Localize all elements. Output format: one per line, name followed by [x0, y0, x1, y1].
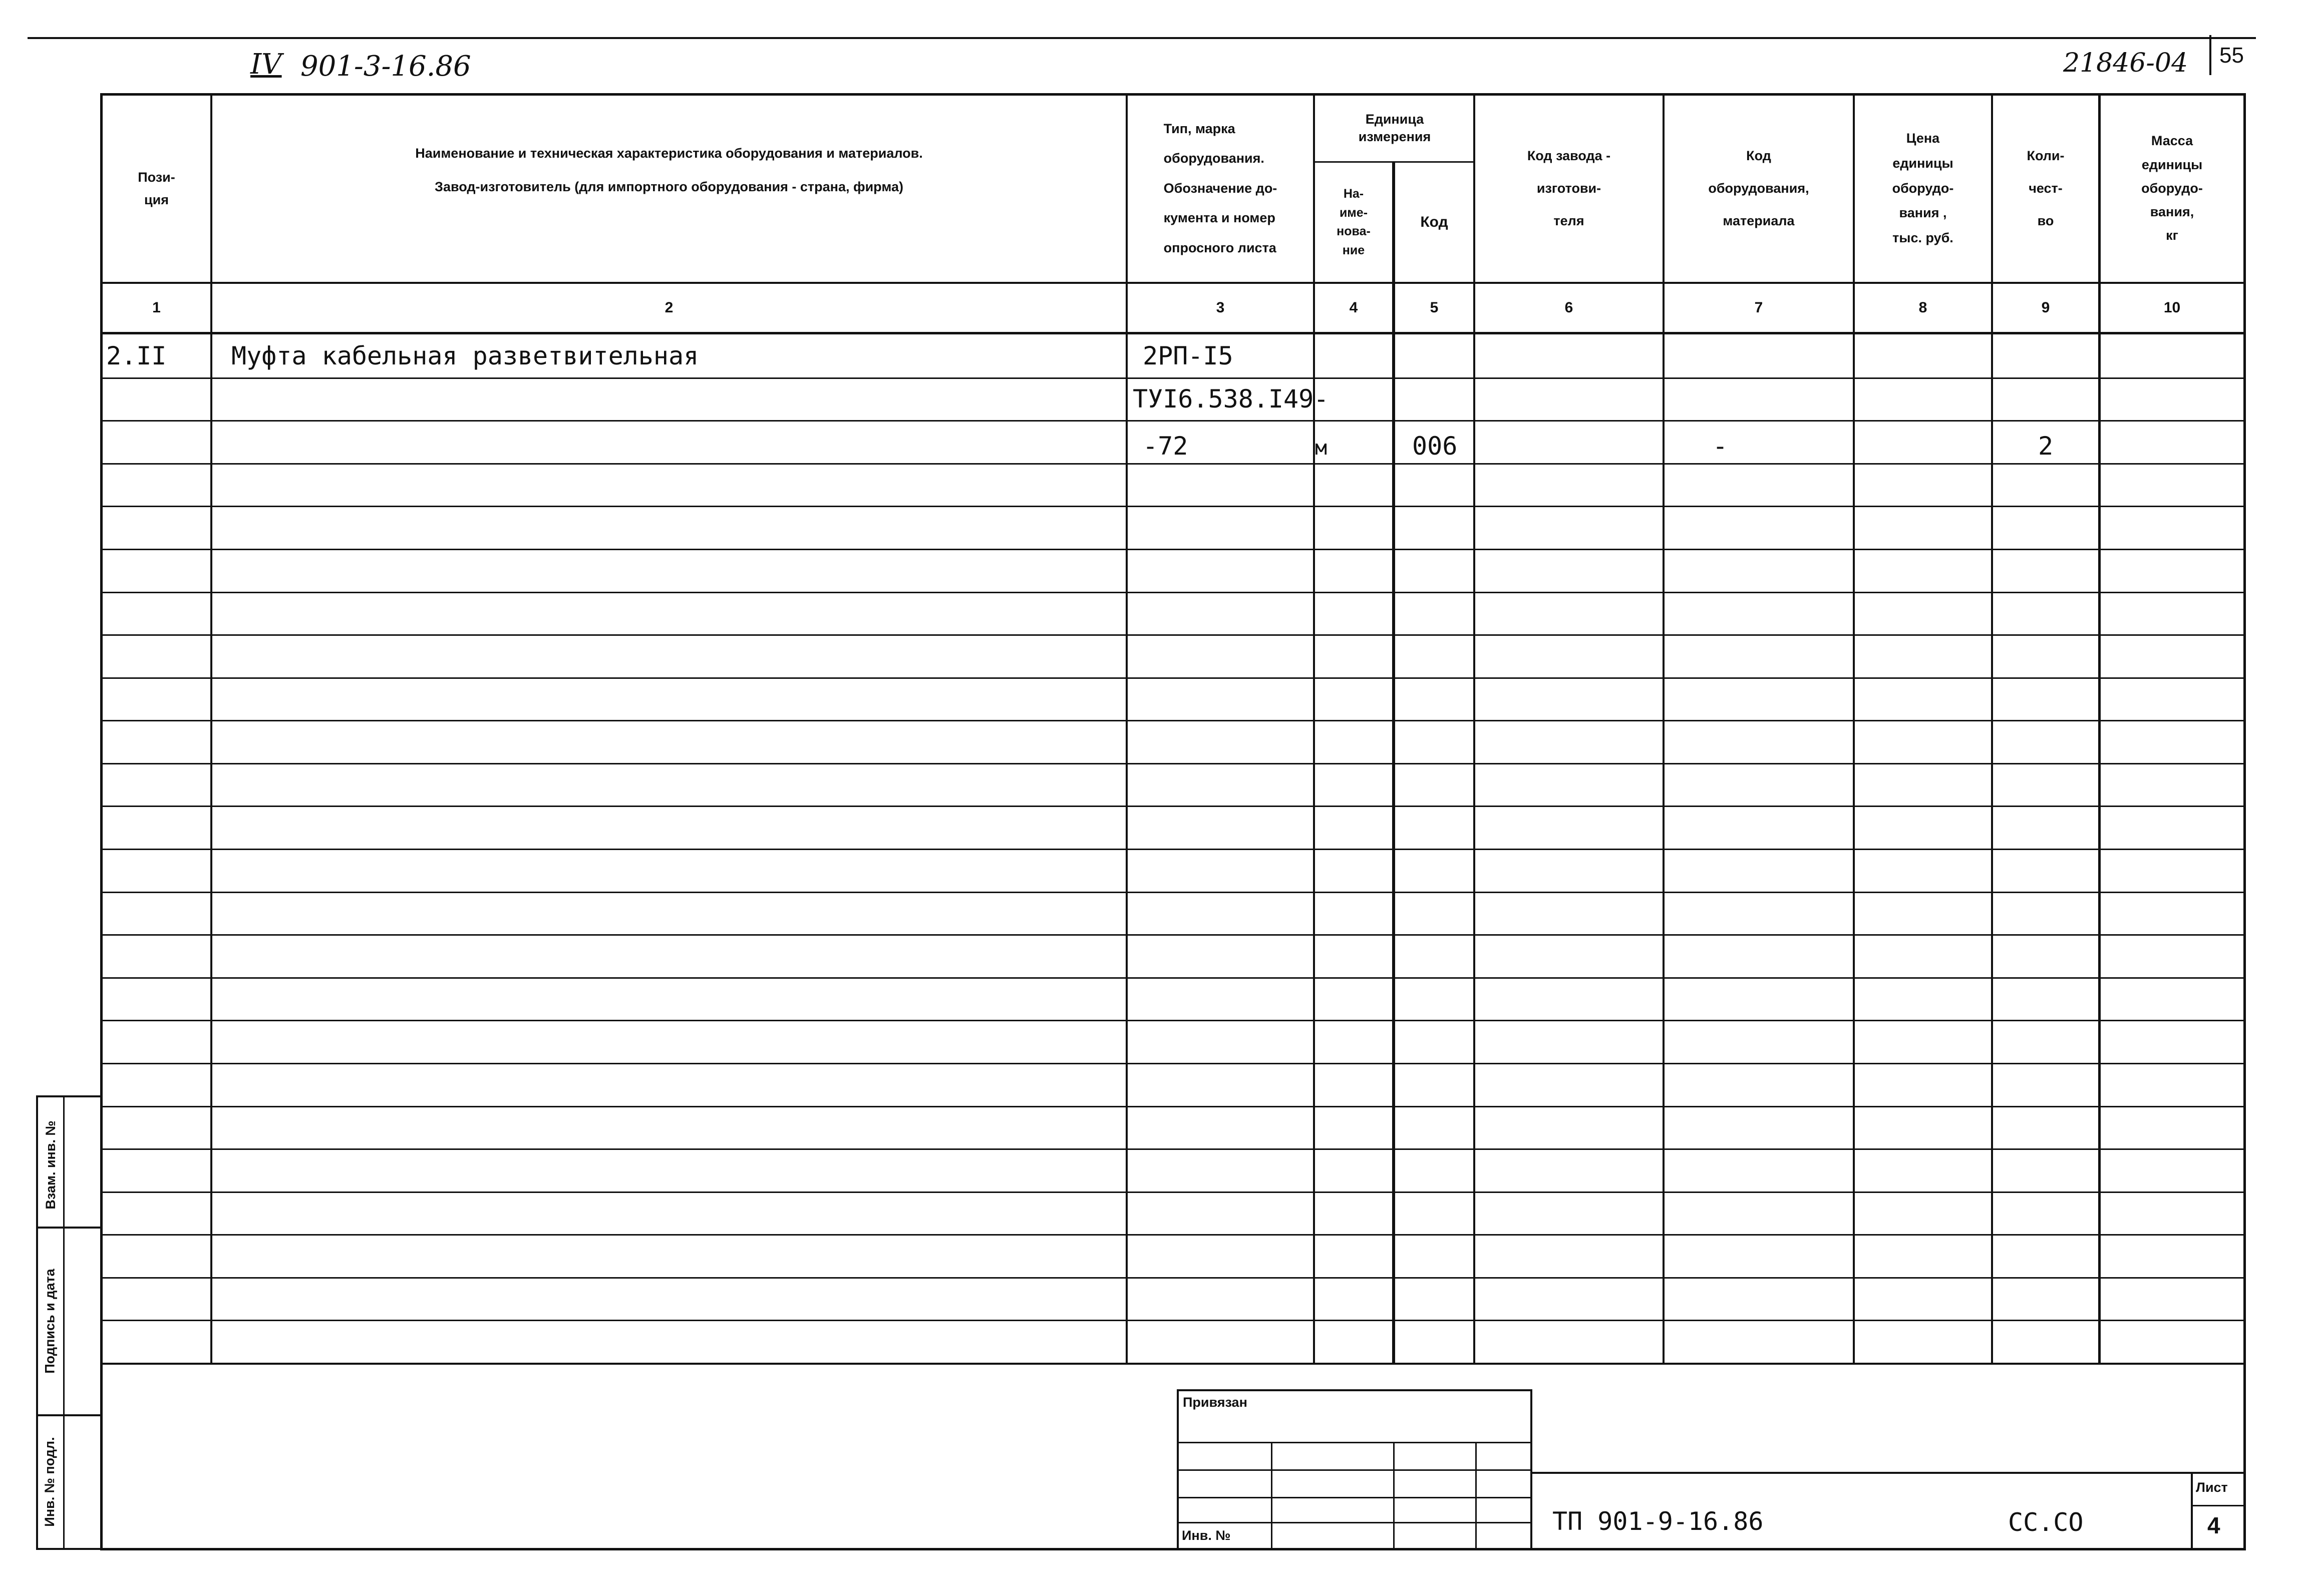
- row-rule: [100, 506, 2243, 507]
- column-number: 3: [1216, 299, 1225, 316]
- cell-type: 2РП-I5: [1143, 341, 1233, 370]
- inventory-number: 21846-04: [2063, 48, 2188, 78]
- document-code: ТП 901-9-16.86: [1552, 1507, 1764, 1536]
- row-rule: [100, 1191, 2243, 1193]
- column-number: 5: [1430, 299, 1439, 316]
- column-number: 10: [2163, 299, 2181, 316]
- header-factory-code: Код завода - изготови- теля: [1527, 148, 1611, 228]
- row-rule: [100, 1234, 2243, 1236]
- document-mark: СС.СО: [2008, 1508, 2084, 1537]
- series-number: 901-3-16.86: [300, 50, 471, 83]
- column-number: 2: [665, 299, 674, 316]
- header-equipment-code: Код оборудования, материала: [1708, 148, 1809, 228]
- cell-type: -72: [1143, 432, 1188, 461]
- row-rule: [100, 934, 2243, 936]
- sheet-number: 4: [2207, 1512, 2220, 1538]
- page-number: 55: [2219, 43, 2244, 68]
- replaced-inventory-label: Взам. инв. №: [43, 1120, 58, 1210]
- row-rule: [100, 1277, 2243, 1279]
- row-rule: [100, 806, 2243, 807]
- header-quantity: Коли- чест- во: [2027, 148, 2065, 228]
- sheet-label: Лист: [2196, 1480, 2228, 1495]
- cell-unit-code: 006: [1412, 432, 1458, 461]
- row-rule: [100, 849, 2243, 850]
- cell-equipment-code: -: [1713, 432, 1728, 461]
- row-rule: [100, 1148, 2243, 1150]
- row-rule: [100, 1020, 2243, 1021]
- row-rule: [100, 763, 2243, 764]
- signature-date-label: Подпись и дата: [42, 1269, 57, 1374]
- cell-type: ТУI6.538.I49-: [1133, 384, 1329, 414]
- row-rule: [100, 592, 2243, 593]
- header-unit-price: Цена единицы оборудо- вания , тыс. руб.: [1892, 130, 1954, 246]
- row-rule: [100, 720, 2243, 721]
- album-number: IV: [250, 48, 282, 81]
- row-rule: [100, 1063, 2243, 1064]
- row-rule: [100, 1106, 2243, 1107]
- attached-label: Привязан: [1183, 1395, 1247, 1410]
- header-type: Тип, марка оборудования. Обозначение до- кумента и номер опросного листа: [1163, 121, 1277, 255]
- column-number: 9: [2041, 299, 2050, 316]
- column-number: 7: [1754, 299, 1763, 316]
- cell-name: Муфта кабельная разветвительная: [231, 341, 699, 370]
- header-unit-name: На- име- нова- ние: [1337, 187, 1371, 257]
- row-rule: [100, 549, 2243, 550]
- column-number: 6: [1564, 299, 1573, 316]
- row-rule: [100, 1320, 2243, 1321]
- header-position: Пози- ция: [138, 169, 175, 207]
- column-number: 8: [1918, 299, 1927, 316]
- inventory-no-label: Инв. №: [1182, 1528, 1231, 1543]
- column-number: 4: [1349, 299, 1358, 316]
- original-inventory-label: Инв. № подл.: [42, 1437, 57, 1527]
- cell-quantity: 2: [2038, 432, 2054, 461]
- column-number: 1: [152, 299, 161, 316]
- cell-unit-name: м: [1315, 437, 1328, 460]
- row-rule: [100, 892, 2243, 893]
- row-rule: [100, 677, 2243, 679]
- header-name: Наименование и техническая характеристика оборудования и материалов. Завод-изготовитель (для импортного оборудования - страна, фирма): [415, 145, 923, 194]
- header-unit-code: Код: [1420, 214, 1448, 231]
- header-unit-mass: Масса единицы оборудо- вания, кг: [2141, 133, 2203, 243]
- cell-position: 2.II: [106, 341, 167, 370]
- row-rule: [100, 634, 2243, 636]
- header-unit-group: Единица измерения: [1358, 111, 1431, 144]
- row-rule: [100, 977, 2243, 979]
